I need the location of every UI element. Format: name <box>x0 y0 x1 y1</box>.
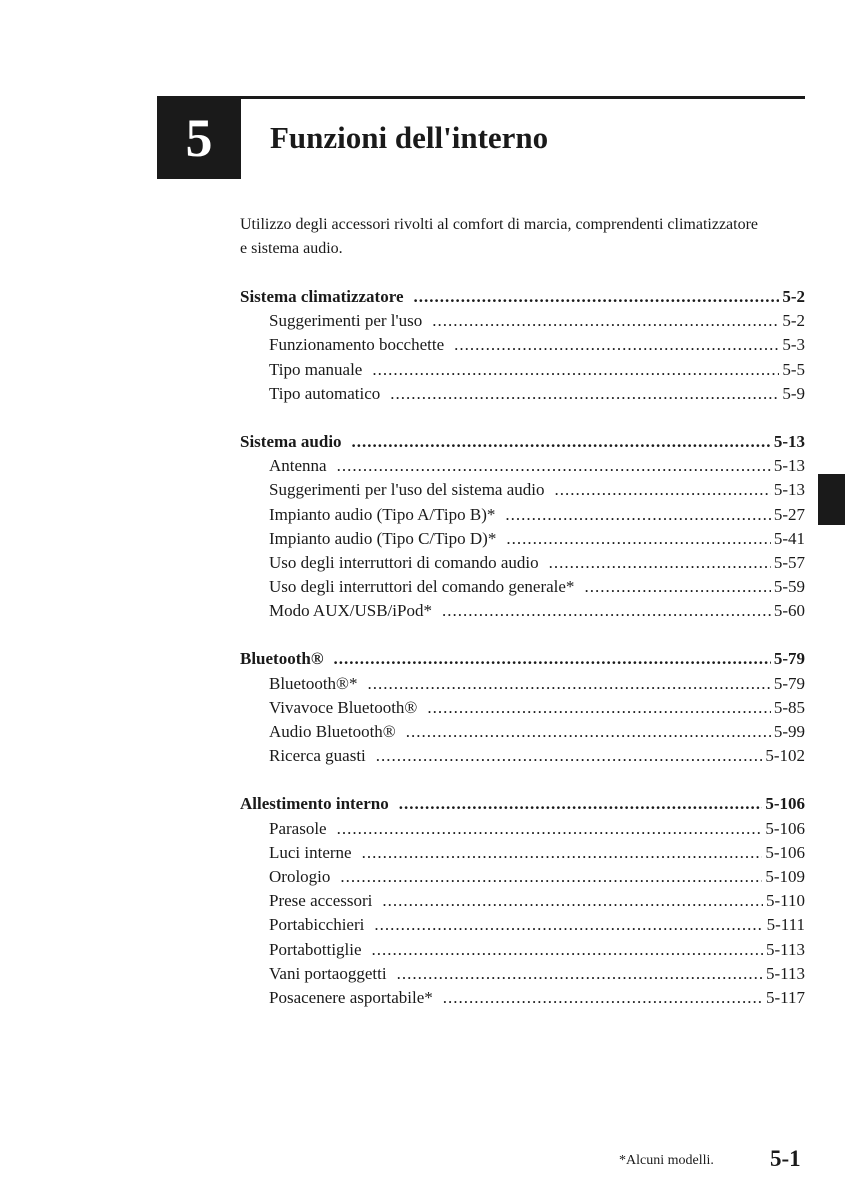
toc-entry[interactable] <box>240 986 805 1010</box>
toc-entry[interactable] <box>240 382 805 406</box>
toc-entry-page: 5-113 <box>765 963 805 983</box>
toc-section <box>240 430 805 624</box>
toc-entry[interactable] <box>240 696 805 720</box>
toc-entry-page: 5-117 <box>765 987 805 1007</box>
dot-leader <box>372 358 779 382</box>
toc-entry[interactable] <box>240 744 805 768</box>
toc-entry-page: 5-60 <box>773 601 805 621</box>
toc-entry-label: Sistema audio <box>240 431 342 451</box>
toc-entry-label: Modo AUX/USB/iPod* <box>269 601 432 621</box>
toc-entry-page: 5-2 <box>782 311 805 331</box>
toc-entry[interactable] <box>240 720 805 744</box>
toc-entry-page: 5-9 <box>782 383 805 403</box>
toc-entry-label: Ricerca guasti <box>269 746 366 766</box>
toc-entry-page: 5-57 <box>773 552 805 572</box>
toc-entry-label: Uso degli interruttori del comando generale* <box>269 577 575 597</box>
toc-entry-label: Portabottiglie <box>269 939 362 959</box>
dot-leader <box>505 503 770 527</box>
toc-entry-page: 5-13 <box>773 431 805 451</box>
chapter-number: 5 <box>185 107 213 168</box>
toc-entry[interactable] <box>240 599 805 623</box>
toc-entry-label: Sistema climatizzatore <box>240 287 404 306</box>
dot-leader <box>362 841 763 865</box>
dot-leader <box>555 478 771 502</box>
toc-section <box>240 792 805 1010</box>
toc-entry-page: 5-106 <box>765 818 805 838</box>
toc-entry-page: 5-13 <box>773 456 805 476</box>
toc-entry-label: Suggerimenti per l'uso <box>269 311 423 331</box>
toc-entry[interactable] <box>240 575 805 599</box>
chapter-number-box <box>157 96 241 179</box>
toc-entry-label: Orologio <box>269 866 331 886</box>
toc-entry-label: Prese accessori <box>269 891 373 911</box>
toc-entry-page: 5-59 <box>773 577 805 597</box>
toc-entry-page: 5-79 <box>773 649 805 669</box>
toc-entry-page: 5-113 <box>765 939 805 959</box>
dot-leader <box>413 285 779 309</box>
toc-entry-page: 5-102 <box>765 746 805 766</box>
toc-entry-label: Vivavoce Bluetooth® <box>269 697 418 717</box>
toc-entry-page: 5-106 <box>765 842 805 862</box>
toc-entry[interactable] <box>240 309 805 333</box>
toc-entry-label: Vani portaoggetti <box>269 963 387 983</box>
dot-leader <box>337 454 771 478</box>
dot-leader <box>406 720 771 744</box>
toc-entry[interactable] <box>240 672 805 696</box>
dot-leader <box>334 647 771 671</box>
toc-section-heading[interactable] <box>240 792 805 816</box>
toc-entry-label: Funzionamento bocchette <box>269 335 445 355</box>
toc-entry[interactable] <box>240 527 805 551</box>
toc-entry-label: Bluetooth® <box>240 649 324 669</box>
dot-leader <box>427 696 770 720</box>
chapter-header-rule <box>157 96 805 99</box>
toc-entry-page: 5-2 <box>782 287 805 306</box>
toc-entry[interactable] <box>240 817 805 841</box>
toc-entry-page: 5-106 <box>765 794 805 814</box>
toc-entry-page: 5-111 <box>766 915 805 935</box>
dot-leader <box>390 382 779 406</box>
dot-leader <box>399 792 763 816</box>
dot-leader <box>367 672 770 696</box>
toc-entry-label: Suggerimenti per l'uso del sistema audio <box>269 480 545 500</box>
toc-entry-label: Luci interne <box>269 842 352 862</box>
dot-leader <box>584 575 770 599</box>
chapter-side-tab <box>818 474 845 525</box>
toc-entry-page: 5-13 <box>773 480 805 500</box>
table-of-contents <box>240 285 805 1034</box>
toc-entry[interactable] <box>240 841 805 865</box>
toc-entry-label: Bluetooth®* <box>269 673 358 693</box>
toc-entry[interactable] <box>240 938 805 962</box>
chapter-title: Funzioni dell'interno <box>270 120 549 155</box>
toc-entry[interactable] <box>240 962 805 986</box>
toc-entry-page: 5-41 <box>773 528 805 548</box>
dot-leader <box>454 333 779 357</box>
page-number: 5-1 <box>770 1146 801 1171</box>
toc-section-heading[interactable] <box>240 647 805 671</box>
toc-entry[interactable] <box>240 333 805 357</box>
dot-leader <box>397 962 763 986</box>
toc-entry[interactable] <box>240 913 805 937</box>
footnote: *Alcuni modelli. <box>619 1153 714 1168</box>
toc-entry-label: Impianto audio (Tipo A/Tipo B)* <box>269 504 496 524</box>
dot-leader <box>382 889 763 913</box>
dot-leader <box>443 986 763 1010</box>
toc-entry-label: Uso degli interruttori di comando audio <box>269 552 539 572</box>
dot-leader <box>506 527 771 551</box>
toc-entry[interactable] <box>240 503 805 527</box>
toc-entry[interactable] <box>240 865 805 889</box>
toc-entry-label: Parasole <box>269 818 327 838</box>
toc-entry-page: 5-109 <box>765 866 805 886</box>
dot-leader <box>432 309 779 333</box>
dot-leader <box>549 551 771 575</box>
toc-entry[interactable] <box>240 478 805 502</box>
toc-section <box>240 647 805 768</box>
toc-section-heading[interactable] <box>240 285 805 309</box>
toc-entry-label: Impianto audio (Tipo C/Tipo D)* <box>269 528 497 548</box>
toc-entry[interactable] <box>240 454 805 478</box>
toc-entry-label: Antenna <box>269 456 327 476</box>
toc-entry-page: 5-79 <box>773 673 805 693</box>
toc-entry[interactable] <box>240 358 805 382</box>
dot-leader <box>372 938 763 962</box>
toc-entry-page: 5-27 <box>773 504 805 524</box>
toc-entry-page: 5-99 <box>773 722 805 741</box>
toc-entry-label: Audio Bluetooth® <box>269 722 396 741</box>
toc-entry-page: 5-110 <box>765 891 805 911</box>
chapter-intro: Utilizzo degli accessori rivolti al comfort di marcia, comprendenti climatizzatore e sistema audio. <box>240 216 759 257</box>
dot-leader <box>442 599 771 623</box>
toc-entry-page: 5-3 <box>782 335 805 355</box>
dot-leader <box>340 865 762 889</box>
dot-leader <box>376 744 763 768</box>
toc-entry-label: Posacenere asportabile* <box>269 987 433 1007</box>
toc-entry-page: 5-85 <box>773 697 805 717</box>
toc-section <box>240 285 805 406</box>
toc-entry-label: Portabicchieri <box>269 915 365 935</box>
toc-section-heading[interactable] <box>240 430 805 454</box>
toc-entry-label: Allestimento interno <box>240 794 389 814</box>
toc-entry-page: 5-5 <box>782 359 805 379</box>
toc-entry-label: Tipo manuale <box>269 359 363 379</box>
toc-entry-label: Tipo automatico <box>269 383 381 403</box>
dot-leader <box>374 913 763 937</box>
dot-leader <box>337 817 763 841</box>
toc-entry[interactable] <box>240 551 805 575</box>
toc-entry[interactable] <box>240 889 805 913</box>
dot-leader <box>352 430 771 454</box>
